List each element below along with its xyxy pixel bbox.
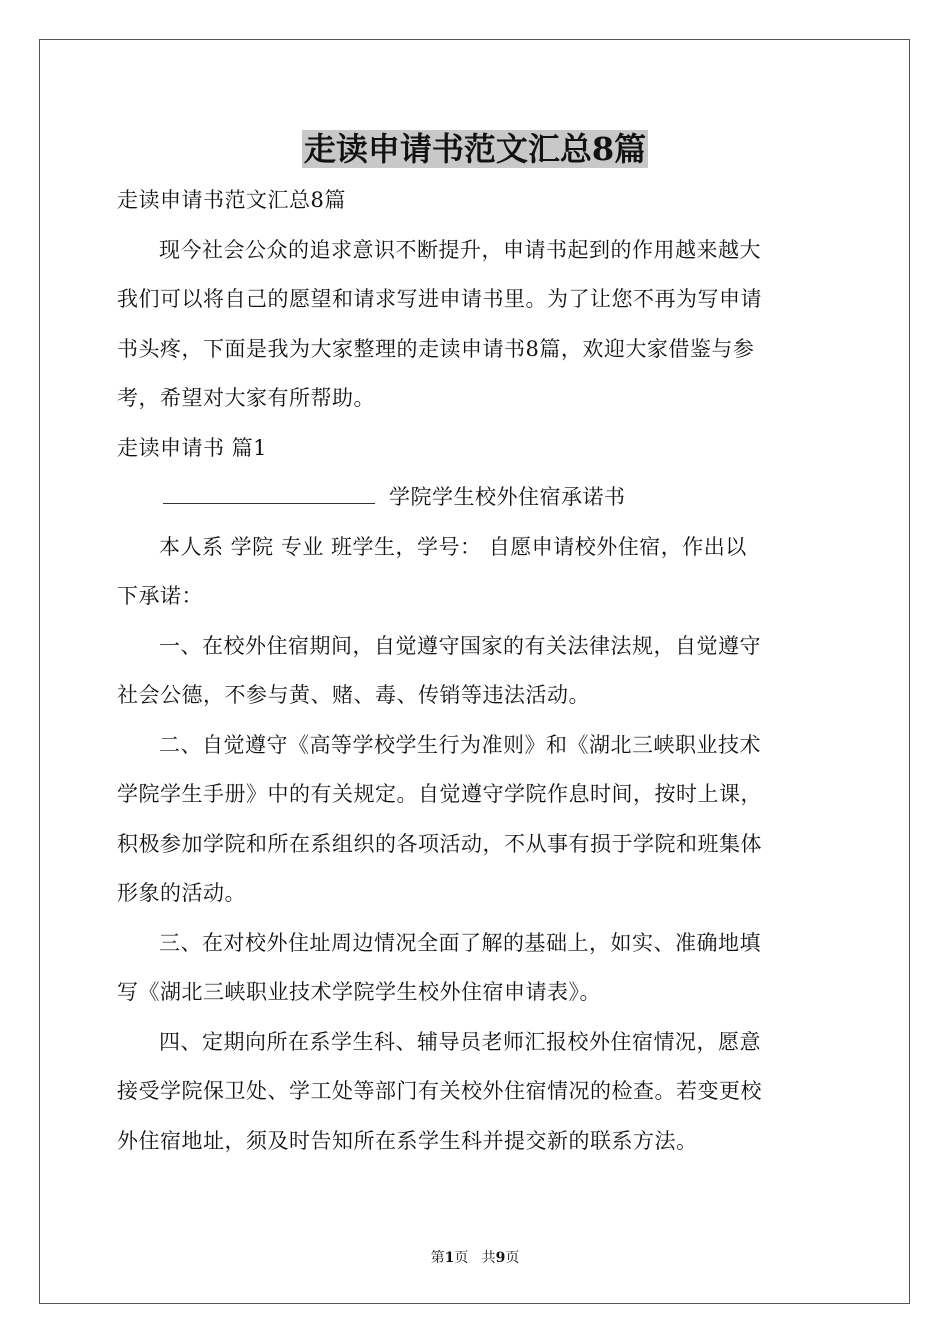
intro-paragraph [117, 226, 833, 424]
current-page-number: 1 [444, 1250, 455, 1266]
item-2-line: 形象的活动。 [117, 881, 246, 905]
item-4-paragraph [117, 1018, 833, 1167]
statement-line: 下承诺： [117, 584, 203, 608]
total-pages-number: 9 [495, 1250, 506, 1266]
item-3-line: 三、在对校外住址周边情况全面了解的基础上，如实、准确地填 [159, 930, 761, 955]
intro-line: 书头疼，下面是我为大家整理的走读申请书8篇，欢迎大家借鉴与参 [117, 336, 755, 361]
document-title [0, 124, 950, 174]
footer-total-suffix: 页 [505, 1250, 520, 1266]
item-1-line: 一、在校外住宿期间，自觉遵守国家的有关法律法规，自觉遵守 [159, 633, 761, 658]
item-4-line: 四、定期向所在系学生科、辅导员老师汇报校外住宿情况，愿意 [159, 1029, 761, 1054]
statement-line: 本人系 学院 专业 班学生，学号： 自愿申请校外住宿，作出以 [159, 534, 747, 559]
footer-page-suffix: 页 [454, 1250, 469, 1266]
item-2-line: 学院学生手册》中的有关规定。自觉遵守学院作息时间，按时上课， [117, 782, 762, 806]
item-4-line: 外住宿地址，须及时告知所在系学生科并提交新的联系方法。 [117, 1128, 698, 1153]
intro-line: 现今社会公众的追求意识不断提升，申请书起到的作用越来越大 [159, 237, 761, 262]
item-2-line: 二、自觉遵守《高等学校学生行为准则》和《湖北三峡职业技术 [159, 732, 761, 757]
heading-repeat: 走读申请书范文汇总8篇 [117, 188, 346, 212]
intro-line: 考，希望对大家有所帮助。 [117, 386, 375, 410]
item-2-line: 积极参加学院和所在系组织的各项活动，不从事有损于学院和班集体 [117, 831, 762, 856]
statement-paragraph [117, 523, 833, 622]
item-3-line: 写《湖北三峡职业技术学院学生校外住宿申请表》。 [117, 980, 601, 1004]
intro-line: 我们可以将自己的愿望和请求写进申请书里。为了让您不再为写申请 [117, 287, 762, 311]
document-title-text: 走读申请书范文汇总8篇 [303, 130, 647, 168]
item-3-paragraph [117, 919, 833, 1018]
page-footer [0, 1248, 950, 1268]
document-body [117, 176, 833, 1166]
blank-underline [163, 483, 375, 504]
commitment-title-line [117, 473, 833, 523]
item-2-paragraph [117, 721, 833, 919]
item-1-line: 社会公德，不参与黄、赌、毒、传销等违法活动。 [117, 683, 590, 707]
commitment-title: 学院学生校外住宿承诺书 [389, 485, 626, 509]
item-4-line: 接受学院保卫处、学工处等部门有关校外住宿情况的检查。若变更校 [117, 1079, 762, 1103]
footer-page-prefix: 第 [430, 1250, 445, 1266]
item-1-paragraph [117, 622, 833, 721]
section-heading: 走读申请书 篇1 [117, 435, 268, 460]
footer-total-prefix: 共 [481, 1250, 496, 1266]
